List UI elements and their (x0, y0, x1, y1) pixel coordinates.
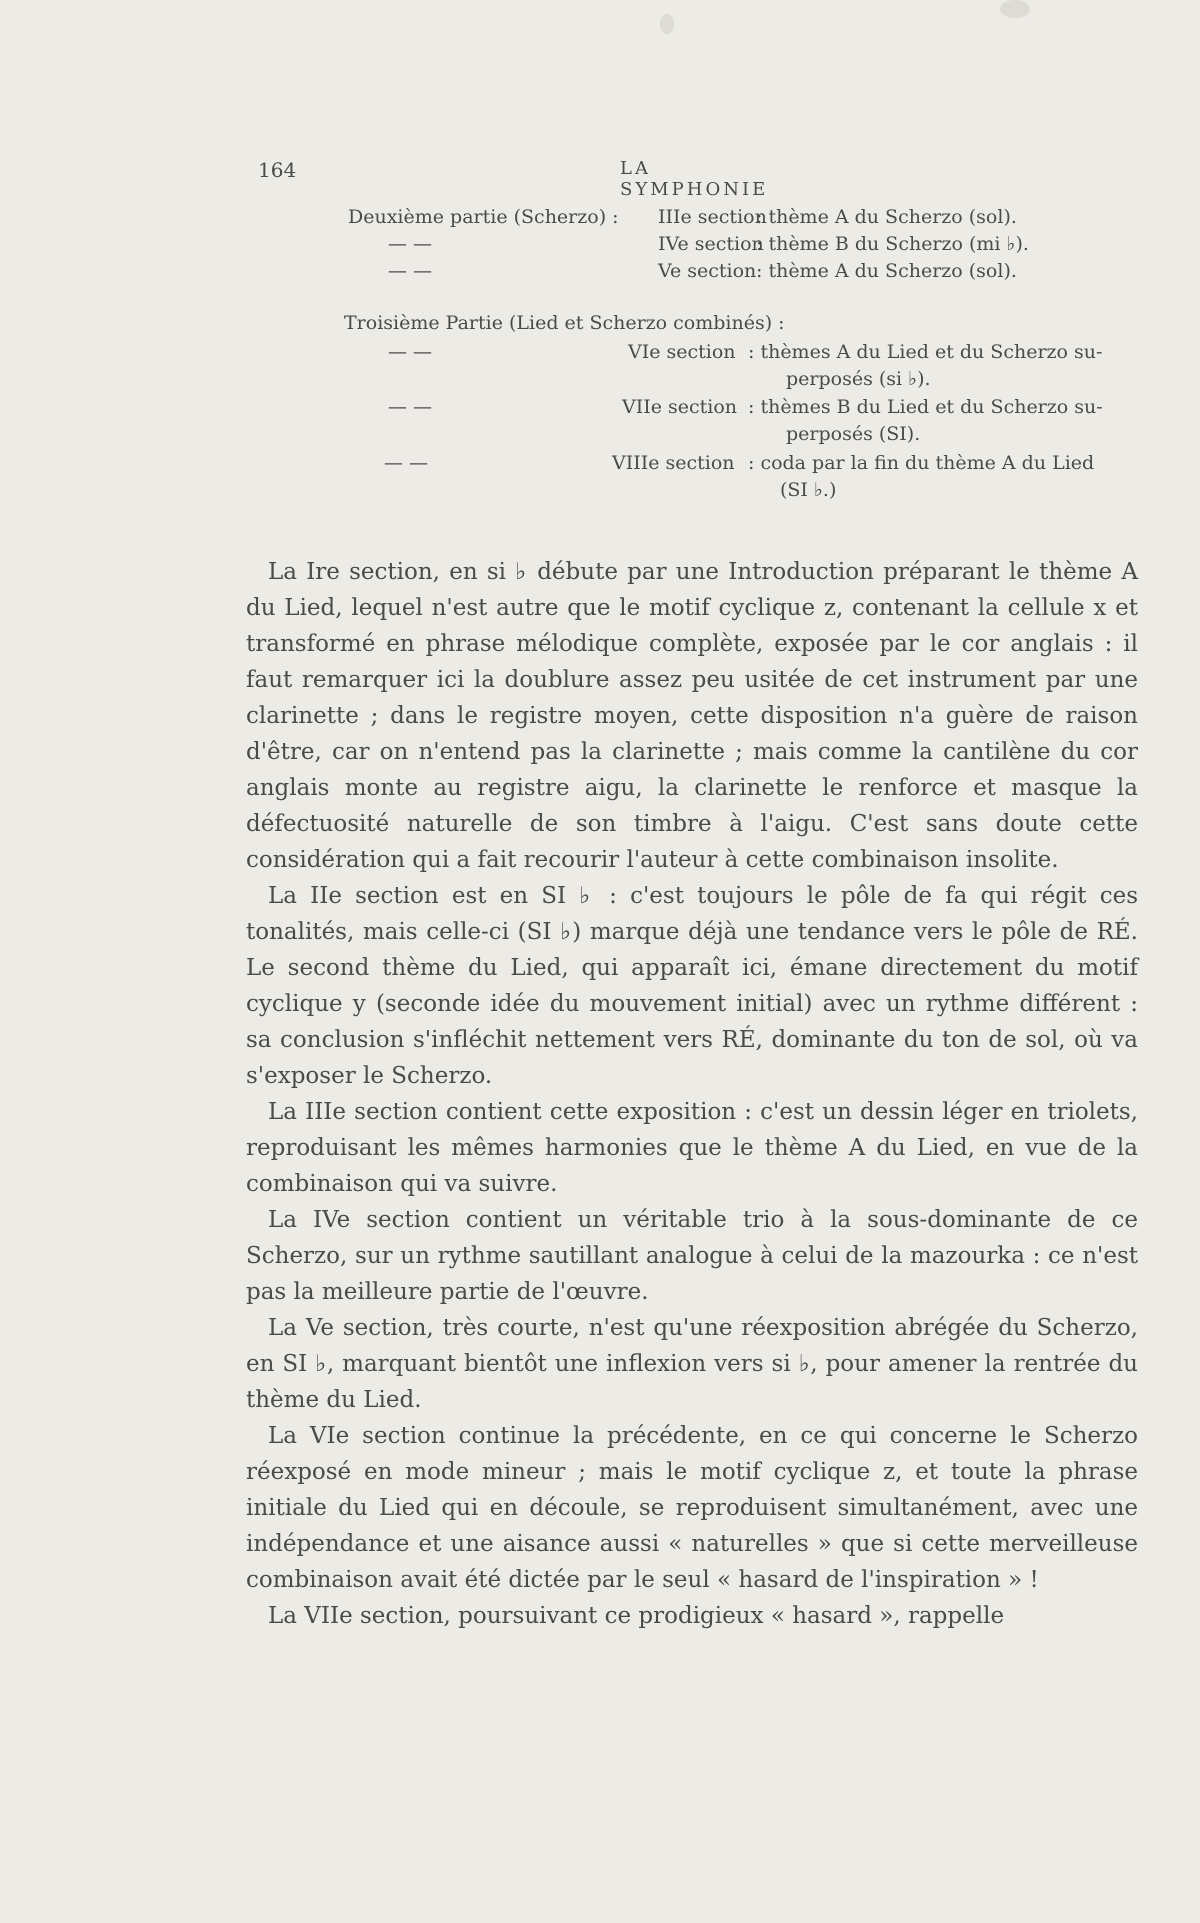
paragraph: La Ire section, en si ♭ débute par une Introduction préparant le thème A du Lied, lequel n'est autre que le motif cyclique z, contenant la cellule x et transformé en phrase mélodique complète, exposée par le cor anglais : il faut remarquer ici la doublure assez peu usitée de cet instrument par une clarinette ; dans le registre moyen, cette disposition n'a guère de raison d'être, car on n'entend pas la clarinette ; mais comme la cantilène du cor anglais monte au registre aigu, la clarinette le renforce et masque la défectuosité naturelle de son timbre à l'aigu. C'est sans doute cette considération qui a fait recourir l'auteur à cette combinaison insolite. (246, 559, 1138, 873)
outline-section-desc-cont: perposés (SI). (786, 423, 921, 445)
outline-dashes: — — (388, 233, 433, 255)
running-title: LA SYMPHONIE (620, 158, 769, 200)
body-text (246, 554, 1138, 1634)
page-number: 164 (258, 158, 297, 182)
outline-section-label: IIIe section (658, 206, 767, 228)
paper-stain (1000, 0, 1030, 18)
outline-section-label: IVe section (658, 233, 764, 255)
outline-section-desc-cont: perposés (si ♭). (786, 368, 931, 390)
outline-section-desc: : thème B du Scherzo (mi ♭). (756, 233, 1029, 255)
outline-dashes: — — (388, 341, 433, 363)
paragraph: La VIIe section, poursuivant ce prodigieux « hasard », rappelle (268, 1603, 1005, 1629)
outline-section-label: VIIIe section (612, 452, 735, 474)
outline-section-desc: : thèmes A du Lied et du Scherzo su- (748, 341, 1103, 363)
paragraph: La IVe section contient un véritable trio à la sous-dominante de ce Scherzo, sur un rythme sautillant analogue à celui de la mazourka : ce n'est pas la meilleure partie de l'œuvre. (246, 1207, 1138, 1305)
outline-section-desc-cont: (SI ♭.) (780, 479, 837, 501)
paragraph: La Ve section, très courte, n'est qu'une réexposition abrégée du Scherzo, en SI ♭, marquant bientôt une inflexion vers si ♭, pour amener la rentrée du thème du Lied. (246, 1315, 1138, 1413)
outline-section-desc: : coda par la fin du thème A du Lied (748, 452, 1095, 474)
paper-stain (660, 14, 674, 34)
outline-section-desc: : thèmes B du Lied et du Scherzo su- (748, 396, 1103, 418)
paragraph: La VIe section continue la précédente, en ce qui concerne le Scherzo réexposé en mode mineur ; mais le motif cyclique z, et toute la phrase initiale du Lied qui en découle, se reproduisent simultanément, avec une indépendance et une aisance aussi « naturelles » que si cette merveilleuse combinaison avait été dictée par le seul « hasard de l'inspiration » ! (246, 1423, 1138, 1593)
paragraph: La IIe section est en SI ♭ : c'est toujours le pôle de fa qui régit ces tonalités, mais celle-ci (SI ♭) marque déjà une tendance vers le pôle de RÉ. Le second thème du Lied, qui apparaît ici, émane directement du motif cyclique y (seconde idée du mouvement initial) avec un rythme différent : sa conclusion s'infléchit nettement vers RÉ, dominante du ton de sol, où va s'exposer le Scherzo. (246, 883, 1138, 1089)
outline-section-desc: : thème A du Scherzo (sol). (756, 260, 1017, 282)
outline-section-label: VIIe section (622, 396, 738, 418)
outline-dashes: — — (388, 396, 433, 418)
outline-part-heading: Troisième Partie (Lied et Scherzo combinés) : (344, 312, 785, 334)
outline-dashes: — — (388, 260, 433, 282)
outline-section-label: Ve section (658, 260, 757, 282)
paragraph: La IIIe section contient cette exposition : c'est un dessin léger en triolets, reproduisant les mêmes harmonies que le thème A du Lied, en vue de la combinaison qui va suivre. (246, 1099, 1138, 1197)
outline-part-heading: Deuxième partie (Scherzo) : (348, 206, 619, 228)
outline-section-label: VIe section (628, 341, 736, 363)
page-header (258, 158, 798, 200)
outline-dashes: — — (384, 452, 429, 474)
outline-section-desc: : thème A du Scherzo (sol). (756, 206, 1017, 228)
